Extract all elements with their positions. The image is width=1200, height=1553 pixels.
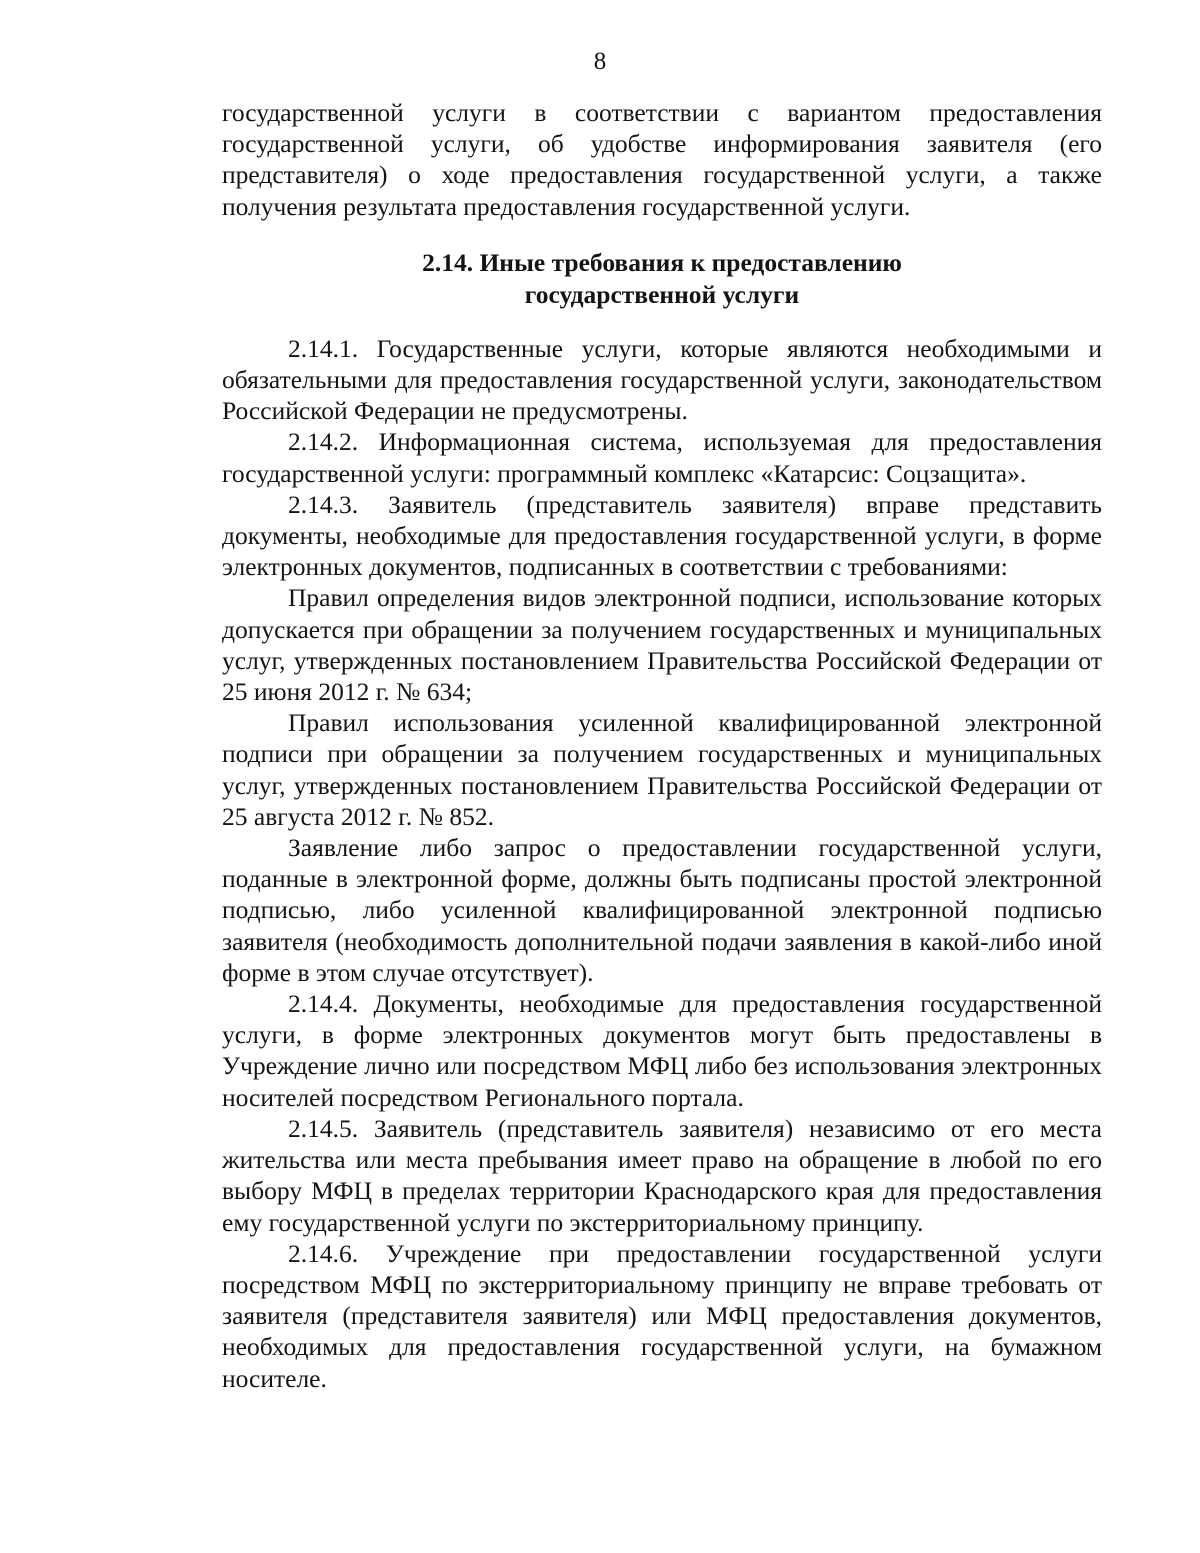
section-heading bbox=[222, 247, 1102, 311]
paragraph-rules-qualified-signature: Правил использования усиленной квалифицированной электронной подписи при обращении за получением государственных и муниципальных услуг, утвержденных постановлением Правительства Российской Федерации от 25 августа 2012 г. № 852. bbox=[222, 708, 1102, 831]
paragraph-2-14-5: 2.14.5. Заявитель (представитель заявителя) независимо от его места жительства или места пребывания имеет право на обращение в любой по его выбору МФЦ в пределах территории Краснодарского края для предоставления ему государственной услуги по экстерриториальному принципу. bbox=[222, 1113, 1102, 1237]
section-heading-line-2: государственной услуги bbox=[524, 279, 800, 309]
paragraph-2-14-3: 2.14.3. Заявитель (представитель заявителя) вправе представить документы, необходимые для предоставления государственной услуги, в форме электронных документов, подписанных в соответствии с требованиями: bbox=[222, 489, 1102, 582]
paragraph-2-14-6: 2.14.6. Учреждение при предоставлении государственной услуги посредством МФЦ по экстерриториальному принципу не вправе требовать от заявителя (представителя заявителя) или МФЦ предоставления документов, необходимых для предоставления государственной услуги, на бумажном носителе. bbox=[222, 1238, 1102, 1393]
page-number: 8 bbox=[593, 48, 607, 75]
paragraph-2-14-2: 2.14.2. Информационная система, используемая для предоставления государственной услуги: программный комплекс «Катарсис: Соцзащита». bbox=[222, 427, 1102, 488]
paragraph-2-14-1: 2.14.1. Государственные услуги, которые являются необходимыми и обязательными для предоставления государственной услуги, законодательством Российской Федерации не предусмотрены. bbox=[222, 333, 1102, 426]
paragraph-application-signing: Заявление либо запрос о предоставлении государственной услуги, поданные в электронной форме, должны быть подписаны простой электронной подписью, либо усиленной квалифицированной электронной подписью заявителя (необходимость дополнительной подачи заявления в какой-либо иной форме в этом случае отсутствует). bbox=[222, 833, 1102, 987]
intro-paragraph: государственной услуги в соответствии с вариантом предоставления государственной услуги, об удобстве информирования заявителя (его представителя) о ходе предоставления государственной услуги, а также получения результата предоставления государственной услуги. bbox=[222, 98, 1102, 221]
section-heading-line-1: 2.14. Иные требования к предоставлению bbox=[422, 247, 902, 277]
paragraph-2-14-4: 2.14.4. Документы, необходимые для предоставления государственной услуги, в форме электронных документов могут быть предоставлены в Учреждение лично или посредством МФЦ либо без использования электронных носителей посредством Регионального портала. bbox=[222, 989, 1102, 1112]
document-body bbox=[222, 97, 1102, 1394]
paragraph-rules-signature-types: Правил определения видов электронной подписи, использование которых допускается при обращении за получением государственных и муниципальных услуг, утвержденных постановлением Правительства Российской Федерации от 25 июня 2012 г. № 634; bbox=[222, 583, 1102, 707]
